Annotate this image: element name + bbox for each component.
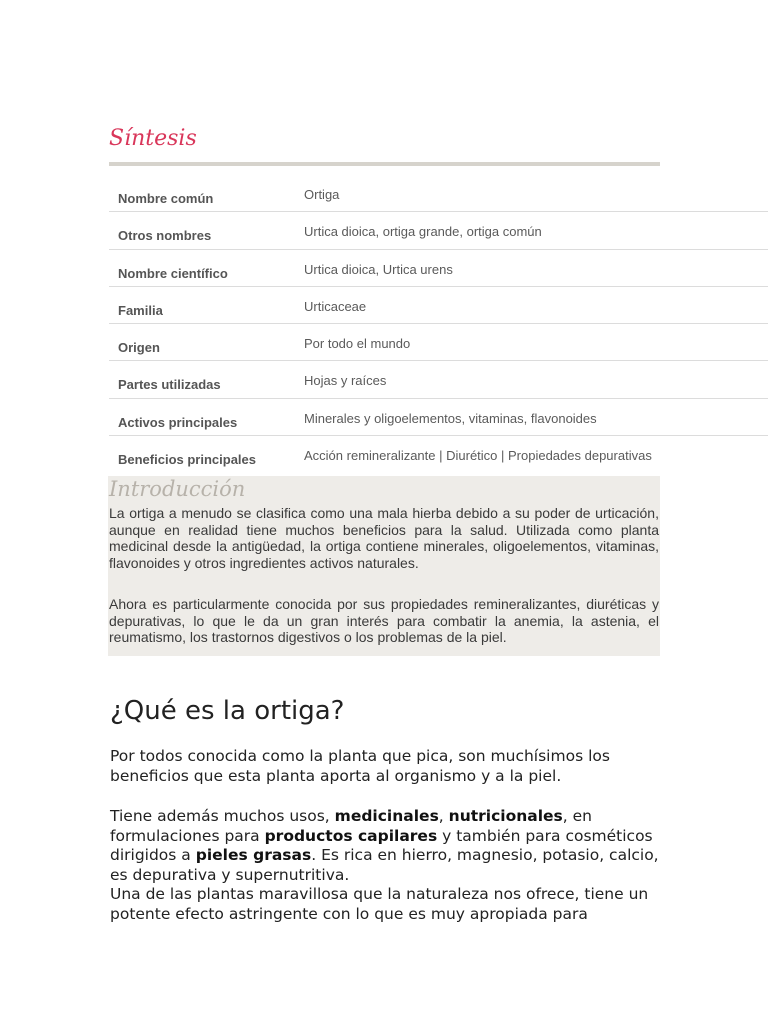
synthesis-title: Síntesis <box>109 126 197 151</box>
body-paragraph-1: Por todos conocida como la planta que pica, son muchísimos los beneficios que esta planta aporta al organismo y a la piel. <box>110 747 610 785</box>
row-label: Beneficios principales <box>118 452 256 468</box>
intro-title: Introducción <box>109 477 246 501</box>
table-row <box>109 361 768 398</box>
row-label: Familia <box>118 302 163 318</box>
row-label: Nombre científico <box>118 265 228 281</box>
table-row <box>109 436 768 473</box>
row-label: Nombre común <box>118 191 214 206</box>
table-row <box>109 250 768 287</box>
section-heading: ¿Qué es la ortiga? <box>110 696 345 726</box>
row-label: Activos principales <box>118 414 238 430</box>
bold-term: productos capilares <box>264 826 438 845</box>
bold-term: pieles grasas <box>195 846 312 864</box>
row-label: Otros nombres <box>118 228 212 244</box>
bold-term: medicinales <box>334 807 439 825</box>
table-row <box>109 212 768 249</box>
body-paragraph-2: Tiene además muchos usos, medicinales, nutricionales, en formulaciones para productos capilares y también para cosméticos dirigidos a pieles grasas. Es rica en hierro, magnesio, potasio, calcio, es depurativa y supernutritiva. Una de las plantas maravillosa que la naturaleza nos ofrece, tiene un potente efecto astringente con lo que es muy apropiada para <box>110 807 659 923</box>
table-row <box>109 324 768 361</box>
row-value: Ortiga <box>304 187 340 202</box>
row-value: Por todo el mundo <box>304 336 411 352</box>
bold-term: nutricionales <box>448 807 563 825</box>
row-label: Origen <box>118 340 160 356</box>
row-value: Urtica dioica, ortiga grande, ortiga común <box>304 224 542 240</box>
row-value: Urticaceae <box>304 298 367 314</box>
intro-paragraph-2: Ahora es particularmente conocida por sus propiedades remineralizantes, diuréticas y depurativas, lo que le da un gran interés para combatir la anemia, la astenia, el reumatismo, los trastornos digestivos o los problemas de la piel. <box>109 596 659 645</box>
row-value: Minerales y oligoelementos, vitaminas, flavonoides <box>304 410 597 426</box>
row-value: Hojas y raíces <box>304 373 387 389</box>
row-value: Acción remineralizante | Diurético | Propiedades depurativas <box>304 448 652 464</box>
row-value: Urtica dioica, Urtica urens <box>304 261 453 277</box>
intro-paragraph-1: La ortiga a menudo se clasifica como una mala hierba debido a su poder de urticación, aunque en realidad tiene muchos beneficios para la salud. Utilizada como planta medicinal desde la antigüedad, la ortiga contiene minerales, oligoelementos, vitaminas, flavonoides y otros ingredientes activos naturales. <box>109 505 659 571</box>
intro-section <box>108 476 660 656</box>
table-row <box>109 287 768 324</box>
table-row <box>109 175 768 212</box>
title-divider <box>109 162 660 166</box>
table-row <box>109 399 768 436</box>
synthesis-table <box>109 175 768 473</box>
row-label: Partes utilizadas <box>118 377 221 393</box>
